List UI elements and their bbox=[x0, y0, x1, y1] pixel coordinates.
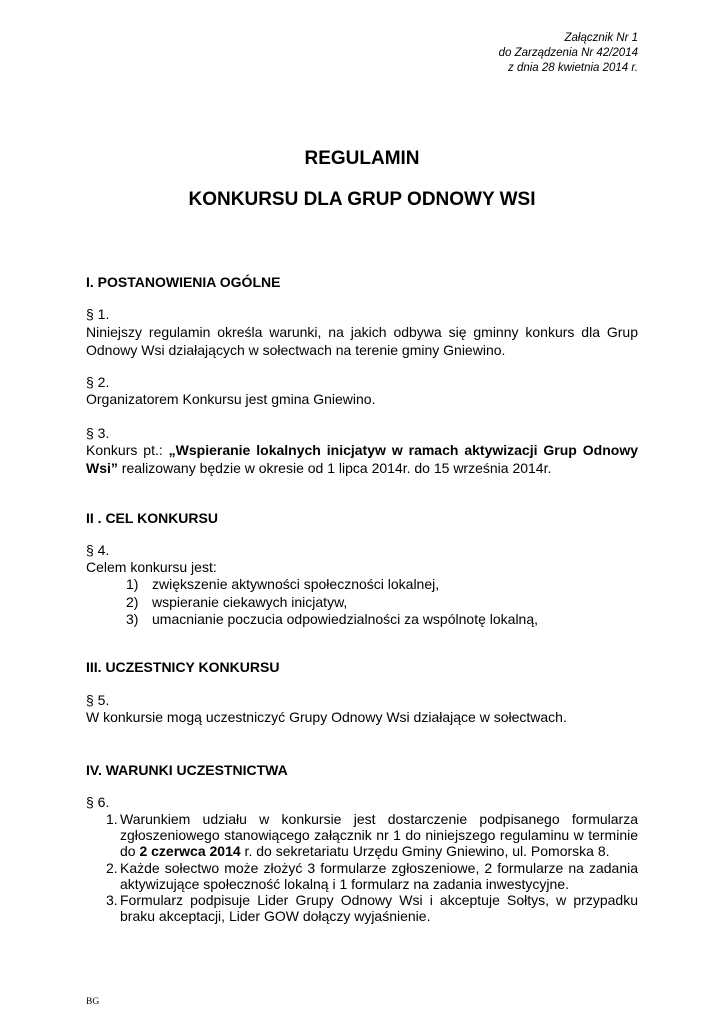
list-item bbox=[86, 576, 638, 594]
paragraph-text-3 bbox=[86, 442, 638, 477]
goal-list bbox=[86, 576, 638, 629]
section-heading-participants: III. UCZESTNICY KONKURSU bbox=[86, 659, 280, 675]
deadline-bold: 2 czerwca 2014 bbox=[139, 843, 241, 860]
list-item bbox=[86, 594, 638, 612]
paragraph-3-prefix: Konkurs pt.: bbox=[86, 442, 169, 458]
list-item-text: zwiększenie aktywności społeczności lokalnej, bbox=[152, 576, 440, 592]
conditions-list bbox=[86, 811, 638, 924]
list-item-number: 1) bbox=[126, 576, 139, 592]
attachment-line-1: Załącznik Nr 1 bbox=[564, 32, 638, 44]
document-title: REGULAMIN bbox=[304, 148, 420, 169]
paragraph-mark-2: § 2. bbox=[86, 374, 110, 390]
paragraph-text-5: W konkursie mogą uczestniczyć Grupy Odnowy Wsi działające w sołectwach. bbox=[86, 709, 567, 725]
list-item-text: wspieranie ciekawych inicjatyw, bbox=[152, 593, 348, 610]
attachment-line-2: do Zarządzenia Nr 42/2014 bbox=[498, 47, 638, 59]
list-item bbox=[86, 811, 638, 860]
list-item-text: Każde sołectwo może złożyć 3 formularze zgłoszeniowe, 2 formularze na zadania aktywizujące społeczność lokalną i 1 formularz na zadania inwestycyjne. bbox=[120, 859, 638, 892]
paragraph-text-1: Niniejszy regulamin określa warunki, na jakich odbywa się gminny konkurs dla Grup Odnowy Wsi działających w sołectwach na terenie gminy Gniewino. bbox=[86, 324, 638, 358]
footer-initials: BG bbox=[86, 997, 100, 1007]
list-item-text-pre: Warunkiem udziału w konkursie jest dostarczenie podpisanego formularza zgłoszeniowego stanowiącego załącznik nr 1 do niniejszego regulaminu w terminie do bbox=[120, 811, 638, 860]
section-heading-goal: II . CEL KONKURSU bbox=[86, 510, 218, 526]
list-item-text: umacnianie poczucia odpowiedzialności za wspólnotę lokalną, bbox=[152, 611, 539, 627]
list-item-number: 3. bbox=[106, 892, 118, 909]
list-item-number: 3) bbox=[126, 611, 139, 627]
section-heading-conditions: IV. WARUNKI UCZESTNICTWA bbox=[86, 762, 288, 778]
attachment-line-3: z dnia 28 kwietnia 2014 r. bbox=[508, 62, 638, 74]
list-item bbox=[86, 892, 638, 924]
list-item-text: Formularz podpisuje Lider Grupy Odnowy Wsi i akceptuje Sołtys, w przypadku braku akceptacji, Lider GOW dołączy wyjaśnienie. bbox=[120, 892, 638, 925]
document-subtitle: KONKURSU DLA GRUP ODNOWY WSI bbox=[188, 189, 536, 210]
list-item-text-post: r. do sekretariatu Urzędu Gminy Gniewino, ul. Pomorska 8. bbox=[240, 843, 610, 860]
list-item bbox=[86, 611, 638, 629]
paragraph-3-suffix: realizowany będzie w okresie od 1 lipca 2014r. do 15 września 2014r. bbox=[117, 459, 552, 476]
paragraph-mark-4: § 4. bbox=[86, 542, 110, 558]
section-heading-general: I. POSTANOWIENIA OGÓLNE bbox=[86, 274, 281, 290]
paragraph-mark-3: § 3. bbox=[86, 425, 110, 441]
paragraph-intro-4: Celem konkursu jest: bbox=[86, 559, 217, 575]
list-item-number: 2. bbox=[106, 859, 118, 876]
list-item-number: 1. bbox=[106, 811, 118, 827]
paragraph-mark-6: § 6. bbox=[86, 794, 110, 810]
paragraph-mark-5: § 5. bbox=[86, 692, 110, 708]
paragraph-text-2: Organizatorem Konkursu jest gmina Gniewino. bbox=[86, 391, 376, 407]
list-item bbox=[86, 860, 638, 892]
paragraph-mark-1: § 1. bbox=[86, 306, 110, 322]
attachment-note bbox=[499, 31, 638, 76]
contest-title-bold: „Wspieranie lokalnych inicjatyw w ramach aktywizacji Grup Odnowy Wsi” bbox=[86, 442, 638, 476]
list-item-number: 2) bbox=[126, 593, 139, 610]
